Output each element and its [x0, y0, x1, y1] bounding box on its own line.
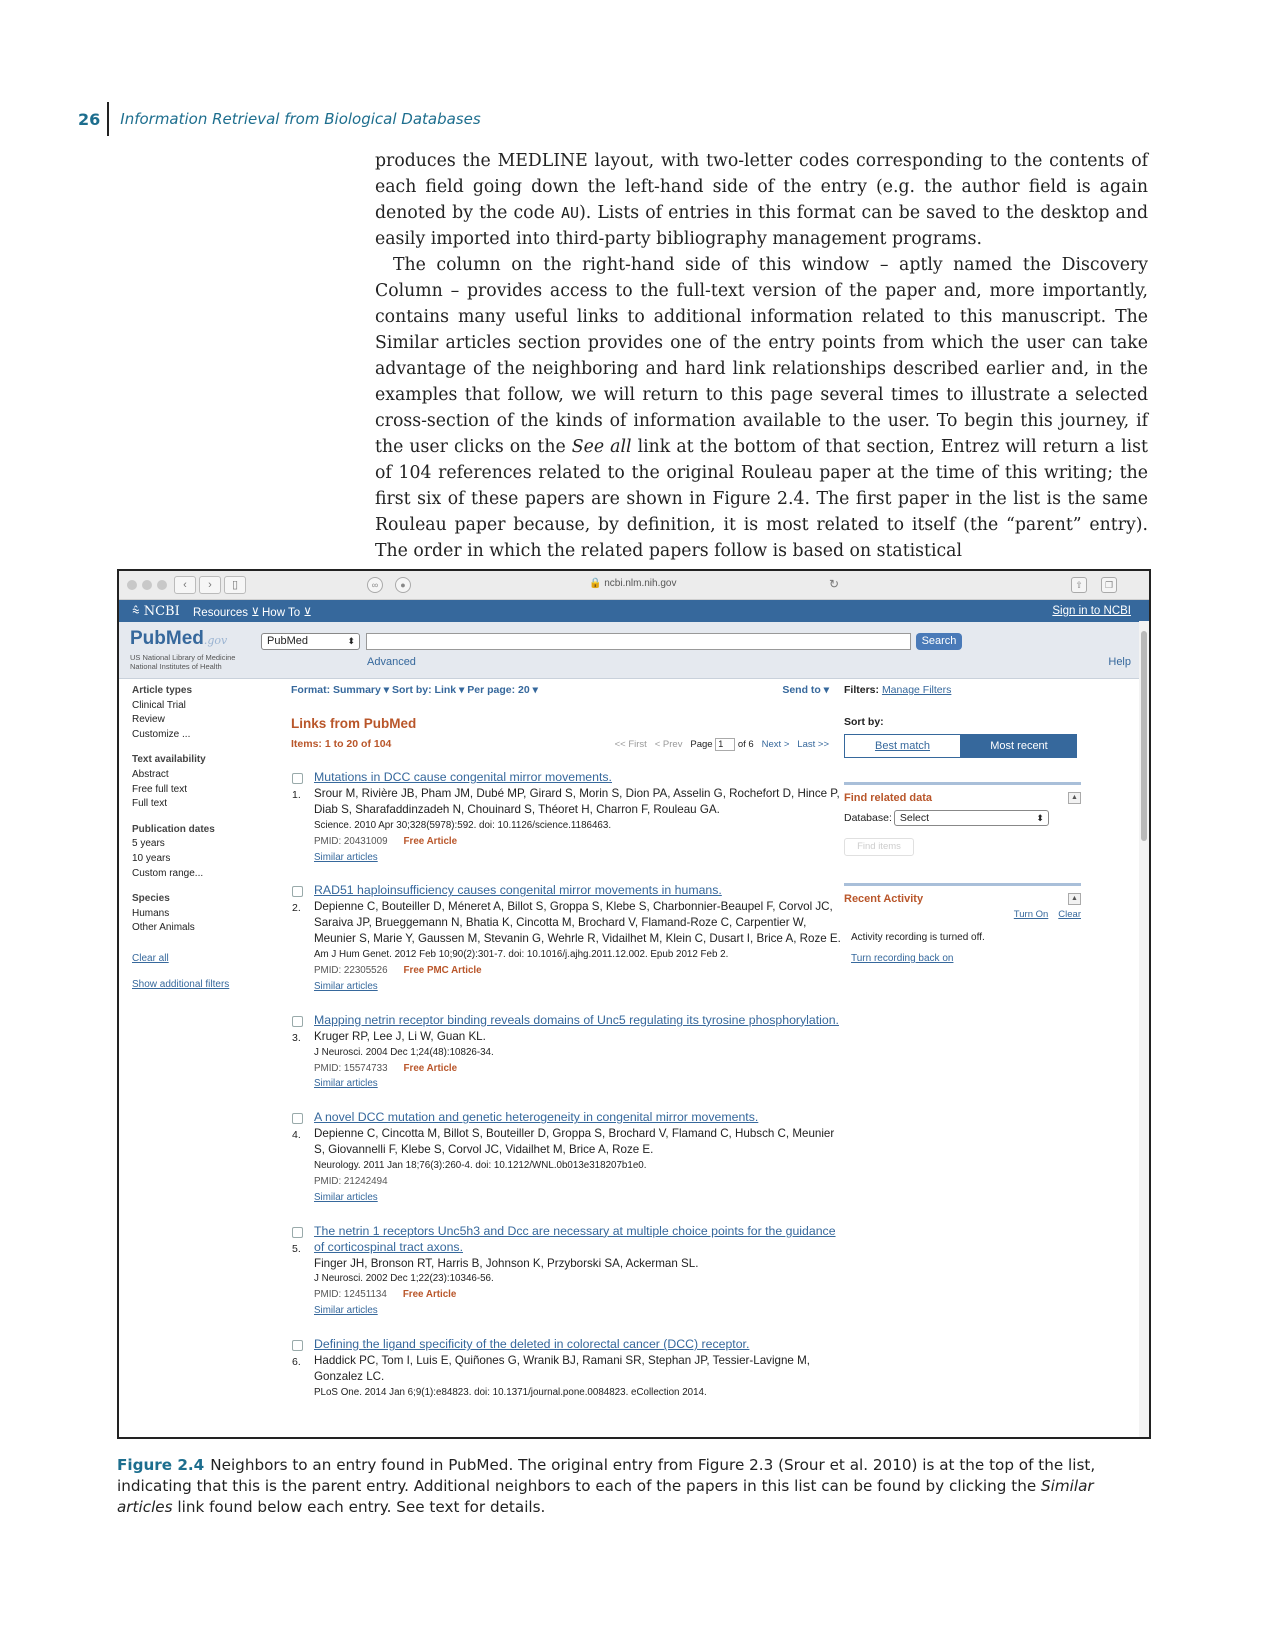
logo-part-a: Pub	[130, 628, 166, 649]
search-input[interactable]	[366, 633, 911, 650]
database-select-value: PubMed	[267, 635, 308, 647]
pubmed-logo[interactable]	[130, 628, 227, 650]
resources-label: Resources	[193, 607, 248, 619]
database-label: Database:	[844, 812, 892, 824]
howto-menu[interactable]	[262, 605, 312, 619]
maximize-window-icon[interactable]	[157, 580, 167, 590]
paragraph-1-part-a: produces the MEDLINE layout, with two-letter codes corresponding to the contents of each field going down the left-hand side of the entry (e.g. the author field is again denoted by the code	[375, 151, 1148, 223]
similar-articles-link[interactable]: Similar articles	[314, 851, 378, 863]
entry-pmid-row	[314, 834, 843, 850]
scrollbar-thumb[interactable]	[1141, 631, 1147, 841]
filters-label: Filters:	[844, 684, 880, 696]
entry-title-link[interactable]: A novel DCC mutation and genetic heterogeneity in congenital mirror movements.	[314, 1110, 759, 1125]
filter-item[interactable]: Free full text	[132, 783, 188, 795]
items-count: Items: 1 to 20 of 104	[291, 738, 392, 750]
clear-all-link[interactable]: Clear all	[132, 952, 169, 964]
entry-authors: Depienne C, Bouteiller D, Méneret A, Billot S, Groppa S, Klebe S, Charbonnier-Beaupel F, Corvol JC, Saraiva JP, Brueggemann N, Bhatia K, Cincotta M, Brochard V, Flamand-Roze C, Carpentier W, Meunier S, Marie Y, Gaussen M, Stevanin G, Wehrle R, Vidailhet M, Klein C, Dusart I, Brice A, Roze E.	[314, 900, 841, 946]
entry-citation: Science. 2010 Apr 30;328(5978):592. doi: 10.1126/science.1186463.	[314, 819, 612, 831]
minimize-window-icon[interactable]	[142, 580, 152, 590]
format-controls[interactable]: Format: Summary ▾ Sort by: Link ▾ Per page: 20 ▾	[291, 684, 538, 696]
browser-toolbar	[119, 571, 1149, 600]
discovery-column	[844, 684, 1081, 964]
similar-articles-link[interactable]: Similar articles	[314, 1191, 378, 1203]
select-checkbox[interactable]	[292, 1227, 303, 1238]
collapse-icon[interactable]: ▲	[1068, 792, 1081, 804]
tabs-icon[interactable]: ❐	[1101, 577, 1117, 593]
entry-title-link[interactable]: Defining the ligand specificity of the deleted in colorectal cancer (DCC) receptor.	[314, 1337, 750, 1352]
figure-label: Figure 2.4	[117, 1456, 205, 1474]
entry-citation: Am J Hum Genet. 2012 Feb 10;90(2):301-7. doi: 10.1016/j.ajhg.2011.12.002. Epub 2012 Feb 2.	[314, 949, 729, 961]
paragraph-1-part-b: ). Lists of entries in this format can be saved to the desktop and easily imported into third-party bibliography management programs.	[375, 203, 1149, 249]
turn-recording-on-link[interactable]: Turn recording back on	[851, 953, 954, 964]
filter-section-title: Text availability	[132, 754, 206, 766]
page-number-input[interactable]: 1	[715, 738, 735, 751]
entry-number: 6.	[292, 1356, 301, 1369]
find-related-header	[844, 792, 1081, 804]
entry-pmid: PMID: 12451134	[314, 1289, 387, 1301]
filter-section-title: Article types	[132, 685, 193, 696]
activity-controls	[844, 909, 1081, 920]
paragraph-2-part-a: The column on the right-hand side of this window – aptly named the Discovery Column – provides access to the full-text version of the paper and, more importantly, contains many useful links to additional information related to this manuscript. The Similar articles section provides one of the entry points from which the user can take advantage of the neighboring and hard link relationships described earlier and, in the examples that follow, we will return to this page several times to illustrate a selected cross-section of the kinds of information available to the user. To begin this journey, if the user clicks on the	[375, 255, 1148, 457]
filter-section-title: Species	[132, 893, 170, 905]
filter-item[interactable]: Other Animals	[132, 922, 195, 934]
filter-item[interactable]: Customize ...	[132, 728, 191, 740]
nlm-subtitle	[130, 653, 235, 671]
entry-citation: J Neurosci. 2004 Dec 1;24(48):10826-34.	[314, 1046, 494, 1058]
filter-section-text-availability	[132, 753, 282, 811]
pager-first[interactable]: << First	[614, 739, 647, 751]
activity-status: Activity recording is turned off.	[851, 932, 985, 943]
related-database-value: Select	[899, 812, 930, 824]
similar-articles-link[interactable]: Similar articles	[314, 1305, 378, 1317]
entry-authors: Srour M, Rivière JB, Pham JM, Dubé MP, Girard S, Morin S, Dion PA, Asselin G, Rochefort D, Hince P, Diab S, Sharafaddinzadeh N, Chouinard S, Théoret H, Charron F, Rouleau GA.	[314, 786, 840, 816]
share-icon[interactable]: ⇧	[1071, 577, 1087, 593]
search-button[interactable]: Search	[916, 633, 962, 650]
back-icon[interactable]: ‹	[174, 576, 196, 594]
find-items-button[interactable]: Find items	[844, 838, 914, 856]
send-to-menu[interactable]: Send to ▾	[782, 684, 829, 696]
entry-number: 5.	[292, 1242, 301, 1255]
section-divider	[844, 883, 1081, 886]
best-match-tab[interactable]: Best match	[844, 734, 961, 758]
forward-icon[interactable]: ›	[199, 576, 221, 594]
resources-menu[interactable]	[193, 605, 260, 619]
filter-item[interactable]: Full text	[132, 798, 168, 810]
figure-caption	[117, 1455, 1148, 1518]
logo-part-b: Med	[165, 628, 204, 649]
privacy-icon[interactable]: ●	[395, 577, 411, 593]
entry-pmid: PMID: 15574733	[314, 1062, 388, 1074]
caption-text-b: link found below each entry. See text for details.	[172, 1498, 546, 1516]
related-database-select[interactable]	[894, 810, 1049, 826]
pager-last[interactable]: Last >>	[797, 739, 829, 751]
help-link[interactable]: Help	[1108, 656, 1131, 668]
results-column	[291, 684, 843, 1401]
address-bar[interactable]: 🔒 ncbi.nlm.nih.gov	[589, 578, 677, 589]
sidebar-icon[interactable]: ▯	[224, 576, 246, 594]
nlm-line-1: US National Library of Medicine	[130, 653, 236, 662]
entry-title-link[interactable]: RAD51 haploinsufficiency causes congenital mirror movements in humans.	[314, 883, 722, 898]
figure-pubmed-screenshot	[117, 569, 1151, 1439]
entry-authors: Kruger RP, Lee J, Li W, Guan KL.	[314, 1029, 486, 1043]
nlm-line-2: National Institutes of Health	[130, 662, 222, 671]
advanced-link[interactable]: Advanced	[367, 656, 416, 668]
free-article-badge[interactable]: Free Article	[402, 1289, 457, 1301]
items-row	[291, 734, 843, 754]
entry-number: 2.	[292, 902, 301, 915]
database-select[interactable]	[261, 633, 360, 650]
free-article-badge[interactable]: Free Article	[403, 1062, 458, 1074]
sort-by-label: Sort by:	[844, 716, 884, 728]
window-controls[interactable]	[127, 580, 167, 590]
entry-number: 3.	[292, 1031, 301, 1044]
manage-filters-link[interactable]: Manage Filters	[881, 684, 952, 696]
header-divider	[107, 102, 109, 136]
section-divider	[844, 782, 1081, 785]
entry-pmid-row	[314, 1174, 843, 1190]
recent-activity-header	[844, 893, 1081, 905]
show-additional-filters-link[interactable]: Show additional filters	[132, 978, 230, 990]
free-article-badge[interactable]: Free Article	[403, 835, 458, 847]
select-checkbox[interactable]	[292, 1340, 303, 1351]
similar-articles-link[interactable]: Similar articles	[314, 980, 378, 992]
caption-emphasis: Similar articles	[117, 1477, 1094, 1516]
chevron-down-icon: ⊻	[303, 607, 312, 619]
running-header	[78, 104, 481, 134]
result-entry	[291, 883, 843, 994]
filter-section-article-types	[132, 684, 282, 742]
entry-pmid-row	[314, 963, 843, 979]
entry-authors: Haddick PC, Tom I, Luis E, Quiñones G, Wranik BJ, Ramani SR, Stephan JP, Tessier-Lavigne M, Gonzalez LC.	[314, 1354, 810, 1383]
select-checkbox[interactable]	[292, 773, 303, 784]
most-recent-tab[interactable]: Most recent	[961, 734, 1077, 758]
chevron-down-icon: ⊻	[251, 607, 260, 619]
logo-gov: .gov	[203, 634, 228, 647]
find-related-title: Find related data	[844, 792, 933, 804]
entry-number: 1.	[292, 789, 301, 801]
sort-tabs	[844, 734, 1081, 758]
see-all-emphasis: See all	[571, 437, 632, 457]
scrollbar[interactable]	[1139, 621, 1149, 1437]
select-checkbox[interactable]	[292, 1016, 303, 1027]
select-arrows-icon: ⬍	[347, 636, 355, 646]
filter-section-title: Publication dates	[132, 823, 215, 835]
entry-number: 4.	[292, 1129, 301, 1142]
display-settings	[291, 684, 843, 702]
filter-item[interactable]: Custom range...	[132, 867, 204, 879]
pager	[615, 738, 829, 751]
sign-in-link[interactable]: Sign in to NCBI	[1052, 605, 1131, 617]
entry-pmid: PMID: 21242494	[314, 1175, 388, 1187]
paragraph-2-part-b: link at the bottom of that section, Entrez will return a list of 104 references related to the original Rouleau paper at the time of this writing; the first six of these papers are shown in Figure 2.4. The first paper in the list is the same Rouleau paper because, by definition, it is most related to itself (the “parent” entry). The order in which the related papers follow is based on statistical	[375, 437, 1148, 561]
body-text	[375, 148, 1148, 564]
filter-item[interactable]: Review	[132, 714, 165, 726]
running-title: Information Retrieval from Biological Databases	[120, 110, 481, 128]
reload-icon[interactable]: ↻	[829, 577, 840, 591]
result-entry	[291, 1337, 843, 1401]
entry-citation: Neurology. 2011 Jan 18;76(3):260-4. doi: 10.1212/WNL.0b013e318207b1e0.	[314, 1160, 647, 1172]
database-row	[844, 810, 1081, 826]
entry-pmid-row	[314, 1287, 843, 1303]
url-text: ncbi.nlm.nih.gov	[604, 578, 677, 589]
entry-title-link[interactable]: Mutations in DCC cause congenital mirror movements.	[314, 770, 612, 784]
filter-item[interactable]: 5 years	[132, 838, 165, 850]
filter-item[interactable]: Abstract	[132, 768, 169, 780]
entry-authors: Depienne C, Cincotta M, Billot S, Bouteiller D, Groppa S, Brochard V, Flamand C, Hubsch C, Meunier S, Giovannelli F, Klebe S, Corvol JC, Vidailhet M, Brice A, Roze E.	[314, 1127, 835, 1157]
entry-authors: Finger JH, Bronson RT, Harris B, Johnson K, Przyborski SA, Ackerman SL.	[314, 1256, 699, 1270]
caption-text-a: Neighbors to an entry found in PubMed. The original entry from Figure 2.3 (Srour et al. 2010) is at the top of the list, indicating that this is the parent entry. Additional neighbors to each of the papers in this list can be found by clicking the	[117, 1456, 1096, 1495]
page-number: 26	[78, 109, 101, 129]
entry-citation: PLoS One. 2014 Jan 6;9(1):e84823. doi: 10.1371/journal.pone.0084823. eCollection 2014.	[314, 1386, 707, 1398]
free-pmc-article-badge[interactable]: Free PMC Article	[403, 964, 482, 976]
select-arrows-icon: ⬍	[1036, 813, 1044, 823]
author-code: AU	[561, 204, 580, 222]
recent-activity-title: Recent Activity	[844, 893, 924, 905]
ncbi-logo[interactable]: ⩯ NCBI	[132, 604, 180, 619]
extension-icon[interactable]: ∞	[367, 577, 383, 593]
pager-next[interactable]: Next >	[761, 739, 790, 751]
select-checkbox[interactable]	[292, 886, 303, 897]
result-entry	[291, 1224, 843, 1319]
filters-row	[844, 684, 1081, 696]
ncbi-bar	[119, 600, 1149, 622]
entry-pmid: PMID: 20431009	[314, 835, 388, 847]
filter-sidebar	[132, 684, 282, 992]
entry-pmid: PMID: 22305526	[314, 964, 388, 976]
pager-prev[interactable]: < Prev	[654, 739, 683, 751]
clear-link[interactable]: Clear	[1058, 909, 1081, 920]
ncbi-logo-text: NCBI	[143, 604, 180, 619]
pager-page-label: Page	[690, 739, 713, 751]
turn-on-link[interactable]: Turn On	[1013, 909, 1049, 920]
results-title: Links from PubMed	[291, 716, 417, 731]
collapse-icon[interactable]: ▲	[1068, 893, 1081, 905]
result-entry	[291, 770, 843, 865]
entry-title-link[interactable]: The netrin 1 receptors Unc5h3 and Dcc are necessary at multiple choice points for the guidance of corticospinal tract axons.	[314, 1223, 836, 1254]
paragraph-2	[375, 252, 1148, 564]
filter-item[interactable]: Humans	[132, 907, 170, 919]
filter-section-species	[132, 892, 282, 936]
filter-section-publication-dates	[132, 823, 282, 881]
pubmed-header	[119, 622, 1149, 679]
paragraph-1	[375, 148, 1148, 252]
result-entry	[291, 1013, 843, 1093]
close-window-icon[interactable]	[127, 580, 137, 590]
filter-item[interactable]: 10 years	[132, 852, 171, 864]
howto-label: How To	[262, 607, 301, 619]
result-entry	[291, 1110, 843, 1205]
entry-pmid-row	[314, 1061, 843, 1077]
filter-item[interactable]: Clinical Trial	[132, 699, 186, 711]
pager-of-total: of 6	[737, 739, 754, 751]
similar-articles-link[interactable]: Similar articles	[314, 1078, 378, 1090]
select-checkbox[interactable]	[292, 1113, 303, 1124]
entry-citation: J Neurosci. 2002 Dec 1;22(23):10346-56.	[314, 1273, 494, 1285]
entry-title-link[interactable]: Mapping netrin receptor binding reveals domains of Unc5 regulating its tyrosine phosphorylation.	[314, 1012, 839, 1027]
